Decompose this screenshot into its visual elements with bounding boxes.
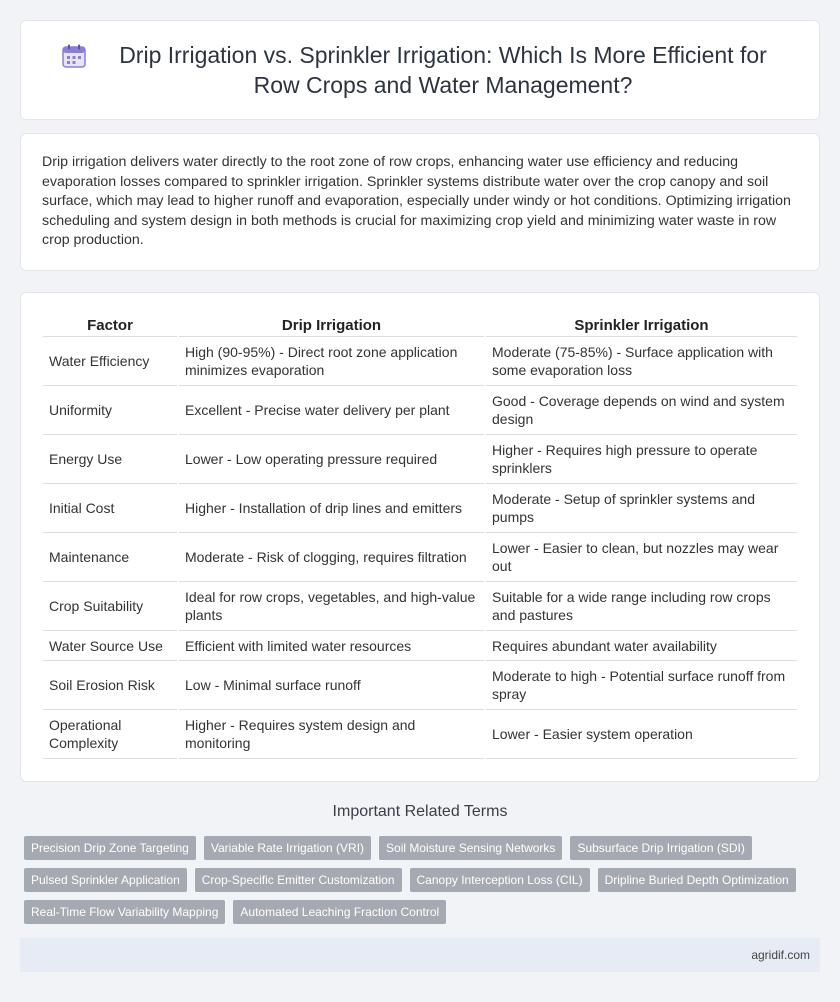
table-row <box>43 533 797 582</box>
sprinkler-cell: Moderate - Setup of sprinkler systems and pumps <box>486 484 797 533</box>
factor-cell: Maintenance <box>43 533 177 582</box>
factor-cell: Soil Erosion Risk <box>43 661 177 710</box>
factor-cell: Water Source Use <box>43 631 177 661</box>
header-factor: Factor <box>43 307 177 337</box>
page-title: Drip Irrigation vs. Sprinkler Irrigation: Which Is More Efficient for Row Crops and Water Management? <box>119 42 767 98</box>
sprinkler-cell: Higher - Requires high pressure to operate sprinklers <box>486 435 797 484</box>
calendar-icon <box>61 43 87 69</box>
related-terms-list <box>24 836 824 932</box>
table-row <box>43 435 797 484</box>
sprinkler-cell: Moderate (75-85%) - Surface application with some evaporation loss <box>486 337 797 386</box>
table-row <box>43 337 797 386</box>
table-row <box>43 484 797 533</box>
sprinkler-cell: Moderate to high - Potential surface runoff from spray <box>486 661 797 710</box>
related-terms-title: Important Related Terms <box>332 803 508 820</box>
drip-cell: Low - Minimal surface runoff <box>179 661 484 710</box>
sprinkler-cell: Lower - Easier system operation <box>486 710 797 759</box>
related-term-tag[interactable]: Precision Drip Zone Targeting <box>24 836 196 860</box>
sprinkler-cell: Suitable for a wide range including row crops and pastures <box>486 582 797 631</box>
intro-card <box>20 133 820 271</box>
comparison-table-card <box>20 292 820 782</box>
related-term-tag[interactable]: Canopy Interception Loss (CIL) <box>410 868 590 892</box>
drip-cell: Higher - Installation of drip lines and emitters <box>179 484 484 533</box>
factor-cell: Uniformity <box>43 386 177 435</box>
header <box>61 40 779 100</box>
related-term-tag[interactable]: Variable Rate Irrigation (VRI) <box>204 836 371 860</box>
header-card <box>20 20 820 120</box>
header-drip: Drip Irrigation <box>179 307 484 337</box>
related-term-tag[interactable]: Dripline Buried Depth Optimization <box>598 868 796 892</box>
related-term-tag[interactable]: Automated Leaching Fraction Control <box>233 900 446 924</box>
factor-cell: Water Efficiency <box>43 337 177 386</box>
table-row <box>43 386 797 435</box>
comparison-table <box>41 307 799 759</box>
drip-cell: Excellent - Precise water delivery per plant <box>179 386 484 435</box>
table-row <box>43 710 797 759</box>
related-term-tag[interactable]: Pulsed Sprinkler Application <box>24 868 187 892</box>
sprinkler-cell: Requires abundant water availability <box>486 631 797 661</box>
drip-cell: Ideal for row crops, vegetables, and high-value plants <box>179 582 484 631</box>
table-row <box>43 631 797 661</box>
drip-cell: Efficient with limited water resources <box>179 631 484 661</box>
factor-cell: Operational Complexity <box>43 710 177 759</box>
footer <box>20 938 820 972</box>
related-term-tag[interactable]: Real-Time Flow Variability Mapping <box>24 900 225 924</box>
drip-cell: Higher - Requires system design and monitoring <box>179 710 484 759</box>
factor-cell: Energy Use <box>43 435 177 484</box>
footer-site-link[interactable]: agridif.com <box>751 948 810 962</box>
factor-cell: Crop Suitability <box>43 582 177 631</box>
drip-cell: Moderate - Risk of clogging, requires filtration <box>179 533 484 582</box>
table-row <box>43 582 797 631</box>
sprinkler-cell: Lower - Easier to clean, but nozzles may wear out <box>486 533 797 582</box>
header-sprinkler: Sprinkler Irrigation <box>486 307 797 337</box>
sprinkler-cell: Good - Coverage depends on wind and system design <box>486 386 797 435</box>
related-term-tag[interactable]: Subsurface Drip Irrigation (SDI) <box>570 836 751 860</box>
intro-paragraph: Drip irrigation delivers water directly to the root zone of row crops, enhancing water use efficiency and reducing evaporation losses compared to sprinkler irrigation. Sprinkler systems distribute water over the crop canopy and soil surface, which may lead to higher runoff and evaporation, especially under windy or hot conditions. Optimizing irrigation scheduling and system design in both methods is crucial for maximizing crop yield and minimizing water waste in row crop production. <box>42 154 791 249</box>
related-term-tag[interactable]: Crop-Specific Emitter Customization <box>195 868 402 892</box>
table-row <box>43 661 797 710</box>
drip-cell: Lower - Low operating pressure required <box>179 435 484 484</box>
related-term-tag[interactable]: Soil Moisture Sensing Networks <box>379 836 562 860</box>
factor-cell: Initial Cost <box>43 484 177 533</box>
table-header-row <box>43 307 797 337</box>
drip-cell: High (90-95%) - Direct root zone application minimizes evaporation <box>179 337 484 386</box>
